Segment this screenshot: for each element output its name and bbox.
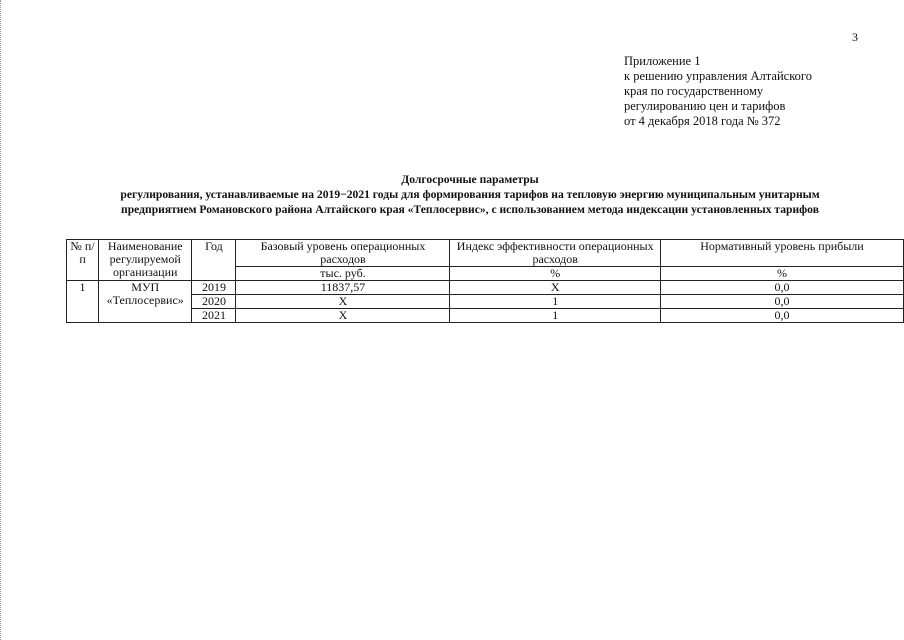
- header-profit-level: Нормативный уровень прибыли: [660, 240, 903, 267]
- header-efficiency-index: Индекс эффективности операционных расходов: [450, 240, 660, 267]
- unit-base-costs: тыс. руб.: [236, 267, 450, 281]
- title-line: регулирования, устанавливаемые на 2019−2021 годы для формирования тарифов на тепловую энергию муниципальным унитарным: [120, 188, 820, 201]
- appendix-line: края по государственному: [624, 84, 764, 98]
- row-base-costs: X: [236, 295, 450, 309]
- row-efficiency-index: 1: [450, 295, 660, 309]
- organization-name: МУП «Теплосервис»: [99, 281, 192, 323]
- title-line: Долгосрочные параметры: [401, 173, 539, 186]
- page-number: 3: [852, 30, 858, 44]
- header-organization: Наименование регулируемой организации: [99, 240, 192, 281]
- organization-num: 1: [67, 281, 99, 323]
- row-base-costs: X: [236, 309, 450, 323]
- appendix-line: регулированию цен и тарифов: [624, 99, 786, 113]
- appendix-block: [624, 54, 812, 129]
- header-base-costs: Базовый уровень операционных расходов: [236, 240, 450, 267]
- row-profit-level: 0,0: [660, 309, 903, 323]
- row-efficiency-index: 1: [450, 309, 660, 323]
- table-row: [67, 281, 904, 295]
- row-year: 2019: [192, 281, 236, 295]
- row-year: 2021: [192, 309, 236, 323]
- row-profit-level: 0,0: [660, 281, 903, 295]
- unit-efficiency-index: %: [450, 267, 660, 281]
- row-base-costs: 11837,57: [236, 281, 450, 295]
- title-line: предприятием Романовского района Алтайского края «Теплосервис», с использованием метода индексации установленных тарифов: [121, 203, 819, 216]
- appendix-line: к решению управления Алтайского: [624, 69, 812, 83]
- table-row: [67, 295, 904, 309]
- header-year: Год: [192, 240, 236, 281]
- row-efficiency-index: X: [450, 281, 660, 295]
- unit-profit-level: %: [660, 267, 903, 281]
- document-title: [40, 172, 900, 217]
- header-num: № п/п: [67, 240, 99, 281]
- table-header-row: [67, 240, 904, 267]
- appendix-line: Приложение 1: [624, 54, 701, 68]
- row-year: 2020: [192, 295, 236, 309]
- table-row: [67, 309, 904, 323]
- parameters-table: [66, 239, 904, 323]
- appendix-line: от 4 декабря 2018 года № 372: [624, 114, 781, 128]
- row-profit-level: 0,0: [660, 295, 903, 309]
- page-left-edge: [0, 0, 2, 640]
